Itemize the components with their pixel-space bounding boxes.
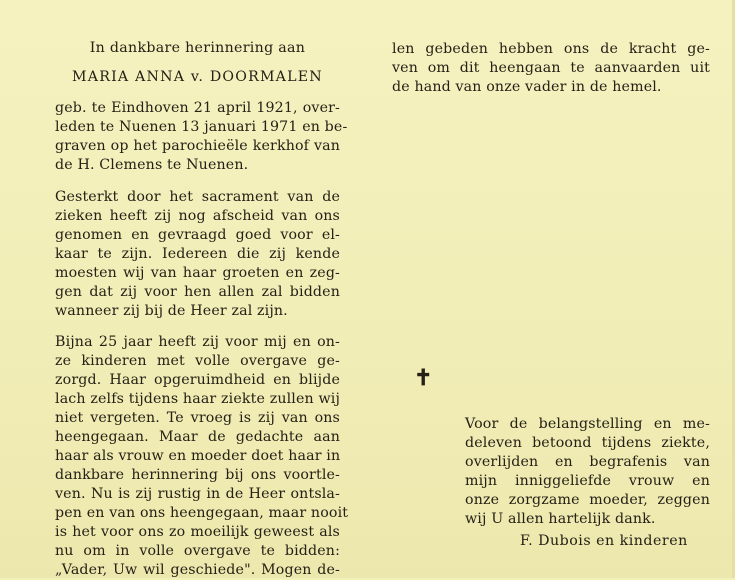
text-line: Voor de belangstelling en me- xyxy=(465,416,710,432)
text-line: Gesterkt door het sacrament van de xyxy=(55,189,340,205)
text-line: graven op het parochieële kerkhof van xyxy=(55,138,340,154)
text-line: len gebeden hebben ons de kracht ge- xyxy=(392,41,710,57)
text-line: gen dat zij voor hen allen zal bidden xyxy=(55,284,340,300)
text-line: lach zelfs tijdens haar ziekte zullen wij xyxy=(55,391,341,407)
text-line: dankbare herinnering bij ons voortle- xyxy=(55,467,340,483)
text-line: kaar te zijn. Iedereen die zij kende xyxy=(55,246,340,262)
text-line: zieken heeft zij nog afscheid van ons xyxy=(55,208,340,224)
text-line: wij U allen hartelijk dank. xyxy=(465,511,656,527)
text-line: moesten wij van haar groeten en zeg- xyxy=(55,265,340,281)
text-line: zorgd. Haar opgeruimdheid en blijde xyxy=(55,372,340,388)
deceased-name: MARIA ANNA v. DOORMALEN xyxy=(72,69,323,85)
text-line: deleven betoond tijdens ziekte, xyxy=(465,435,710,451)
card-heading: In dankbare herinnering aan xyxy=(89,40,306,56)
text-line: onze zorgzame moeder, zeggen xyxy=(465,492,710,508)
text-line: leden te Nuenen 13 januari 1971 en be- xyxy=(55,119,348,135)
text-line: de H. Clemens te Nuenen. xyxy=(55,157,249,173)
text-line: heengegaan. Maar de gedachte aan xyxy=(55,429,340,445)
cross-icon: ✝ xyxy=(414,365,433,391)
text-line: ven om dit heengaan te aanvaarden uit xyxy=(392,60,710,76)
text-line: geb. te Eindhoven 21 april 1921, over- xyxy=(55,100,340,116)
text-line: nu om in volle overgave te bidden: xyxy=(55,543,340,559)
text-line: overlijden en begrafenis van xyxy=(465,454,710,470)
text-line: ze kinderen met volle overgave ge- xyxy=(55,353,340,369)
text-line: is het voor ons zo moeilijk geweest als xyxy=(55,524,340,540)
text-line: Bijna 25 jaar heeft zij voor mij en on- xyxy=(55,334,340,350)
text-line: haar als vrouw en moeder doet haar in xyxy=(55,448,341,464)
text-line: genomen en gevraagd goed voor el- xyxy=(55,227,340,243)
text-line: niet vergeten. Te vroeg is zij van ons xyxy=(55,410,340,426)
text-line: de hand van onze vader in de hemel. xyxy=(392,79,662,95)
text-line: „Vader, Uw wil geschiede". Mogen de- xyxy=(55,562,340,578)
text-line: wanneer zij bij de Heer zal zijn. xyxy=(55,303,288,319)
signature: F. Dubois en kinderen xyxy=(520,533,688,549)
text-line: pen en van ons heengegaan, maar nooit xyxy=(55,505,349,521)
text-line: mijn inniggeliefde vrouw en xyxy=(465,473,710,489)
text-line: ven. Nu is zij rustig in de Heer ontsla- xyxy=(55,486,340,502)
